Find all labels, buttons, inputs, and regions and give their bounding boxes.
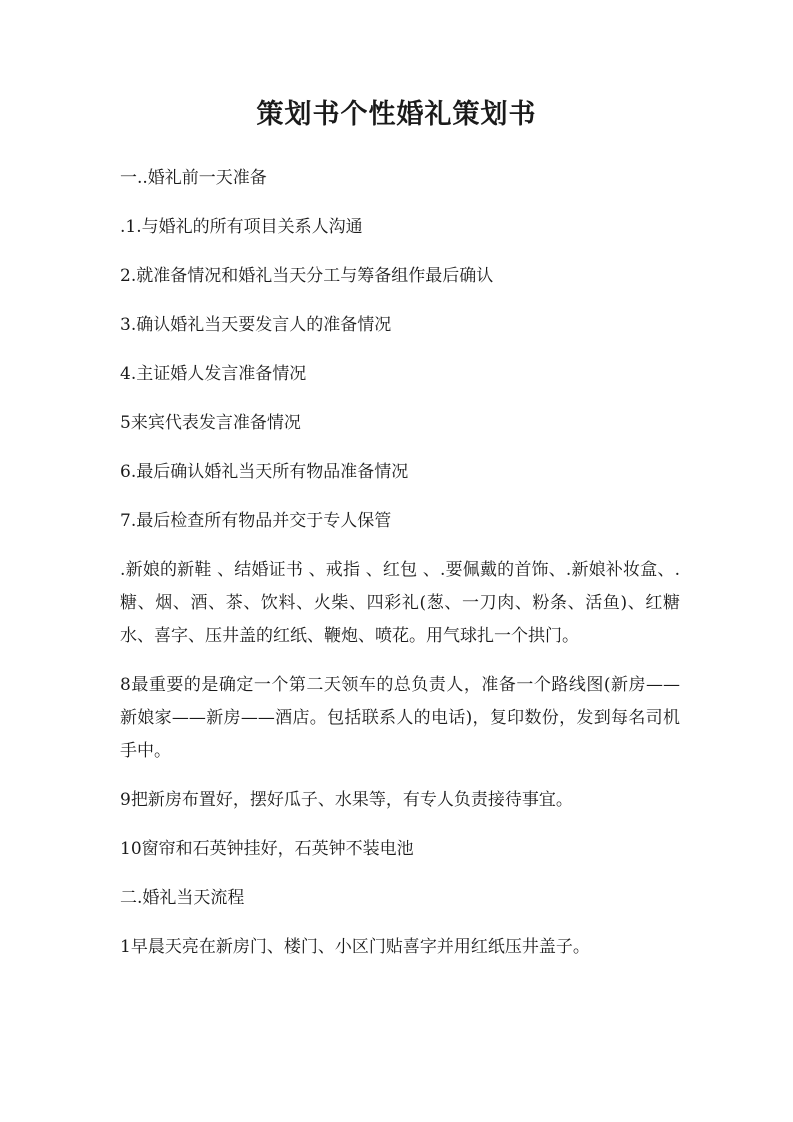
list-item: 7.最后检查所有物品并交于专人保管 [120,511,392,531]
document-title: 策划书个性婚礼策划书 [256,99,537,130]
list-item: 6.最后确认婚礼当天所有物品准备情况 [120,462,409,482]
section-heading-2: 二.婚礼当天流程 [120,888,245,908]
list-item: 3.确认婚礼当天要发言人的准备情况 [120,315,392,335]
list-item: .1.与婚礼的所有项目关系人沟通 [120,217,363,237]
list-item: 4.主证婚人发言准备情况 [120,364,307,384]
list-item: 9把新房布置好，摆好瓜子、水果等，有专人负责接待事宜。 [120,790,573,810]
list-item: 8最重要的是确定一个第二天领车的总负责人，准备一个路线图(新房——新娘家——新房——酒店。包括联系人的电话)，复印数份，发到每名司机手中。 [120,675,680,761]
document-body [120,162,680,980]
list-item: 10窗帘和石英钟挂好，石英钟不装电池 [120,839,414,859]
section-heading-1: 一..婚礼前一天准备 [120,168,267,188]
list-item: 5来宾代表发言准备情况 [120,413,301,433]
list-item: 2.就准备情况和婚礼当天分工与筹备组作最后确认 [120,266,494,286]
list-item: 1早晨天亮在新房门、楼门、小区门贴喜字并用红纸压井盖子。 [120,937,590,957]
items-paragraph: .新娘的新鞋 、结婚证书 、戒指 、红包 、.要佩戴的首饰、.新娘补妆盒、.糖、烟、酒、茶、饮料、火柴、四彩礼(葱、一刀肉、粉条、活鱼)、红糖水、喜字、压井盖的红纸、鞭炮、喷花。用气球扎一个拱门。 [120,560,680,646]
